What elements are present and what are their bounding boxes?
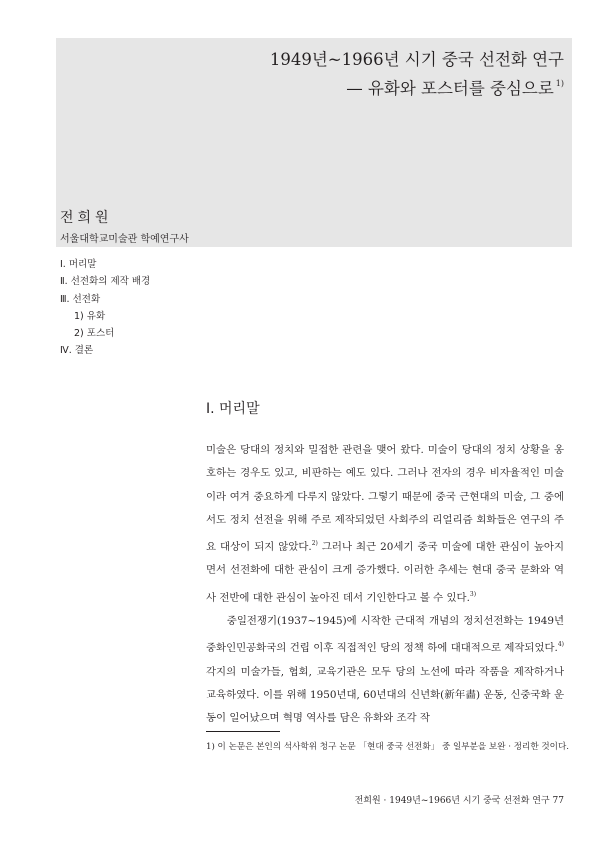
author-affiliation: 서울대학교미술관 학예연구사 (60, 234, 189, 245)
footnote-1: 1) 이 논문은 본인의 석사학위 청구 논문 「현대 중국 선전화」 중 일부분을 보완 · 정리한 것이다. (206, 742, 570, 752)
body-text (206, 439, 564, 731)
paragraph-text: 그러나 최근 20세기 중국 미술에 대한 관심이 높아지면서 선전화에 대한 관심이 크게 증가했다. 이러한 추세는 현대 중국 문화와 역사 전반에 대한 관심이 높아진 데서 기인한다고 볼 수 있다. (206, 541, 565, 604)
paragraph-text: 미술은 당대의 정치와 밀접한 관련을 맺어 왔다. 미술이 당대의 정치 상황을 옹호하는 경우도 있고, 비판하는 예도 있다. 그러나 전자의 경우 비자율적인 미술이라 여겨 중요하게 다루지 않았다. 그렇기 때문에 중국 근현대의 미술, 그 중에서도 정치 선전을 위해 주로 제작되었던 사회주의 리얼리즘 회화들은 연구의 주요 대상이 되지 않았다. (206, 444, 564, 554)
toc-item: 2) 포스터 (74, 328, 115, 340)
toc-item: Ⅳ. 결론 (60, 345, 94, 357)
footnote-reference: 3) (469, 590, 477, 598)
table-of-contents (60, 256, 150, 360)
author-name: 전희원 (60, 210, 113, 226)
paragraph-text: 중일전쟁기(1937~1945)에 시작한 근대적 개념의 정치선전화는 1949년 중화인민공화국의 건립 이후 직접적인 당의 정책 하에 대대적으로 제작되었다. (206, 615, 564, 655)
footnote-reference: 4) (557, 641, 564, 649)
toc-item: 1) 유화 (74, 310, 106, 322)
section-heading: Ⅰ. 머리말 (206, 401, 260, 417)
page-number: 77 (552, 796, 564, 806)
body-paragraph (206, 439, 564, 610)
paragraph-text: 각지의 미술가들, 협회, 교육기관은 모두 당의 노선에 따라 작품을 제작하거나 교육하였다. 이를 위해 1950년대, 60년대의 신년화(新年畵) 운동, 신중국화 운동이 일어났으며 혁명 역사를 담은 유화와 조각 작 (206, 665, 564, 725)
footnote-reference: 2) (311, 540, 318, 548)
toc-item: Ⅱ. 선전화의 제작 배경 (60, 276, 151, 288)
running-footer-text: 전희원 · 1949년~1966년 시기 중국 선전화 연구 (354, 796, 550, 806)
body-paragraph (206, 610, 564, 730)
running-footer (355, 793, 564, 806)
footnote-divider (206, 731, 280, 732)
toc-item: Ⅲ. 선전화 (60, 293, 101, 305)
article-title (270, 48, 564, 101)
title-line-1: 1949년~1966년 시기 중국 선전화 연구 (269, 50, 564, 69)
toc-item: Ⅰ. 머리말 (60, 259, 97, 270)
title-footnote-marker: 1) (555, 79, 564, 88)
title-line-2: — 유화와 포스터를 중심으로 (346, 79, 554, 98)
